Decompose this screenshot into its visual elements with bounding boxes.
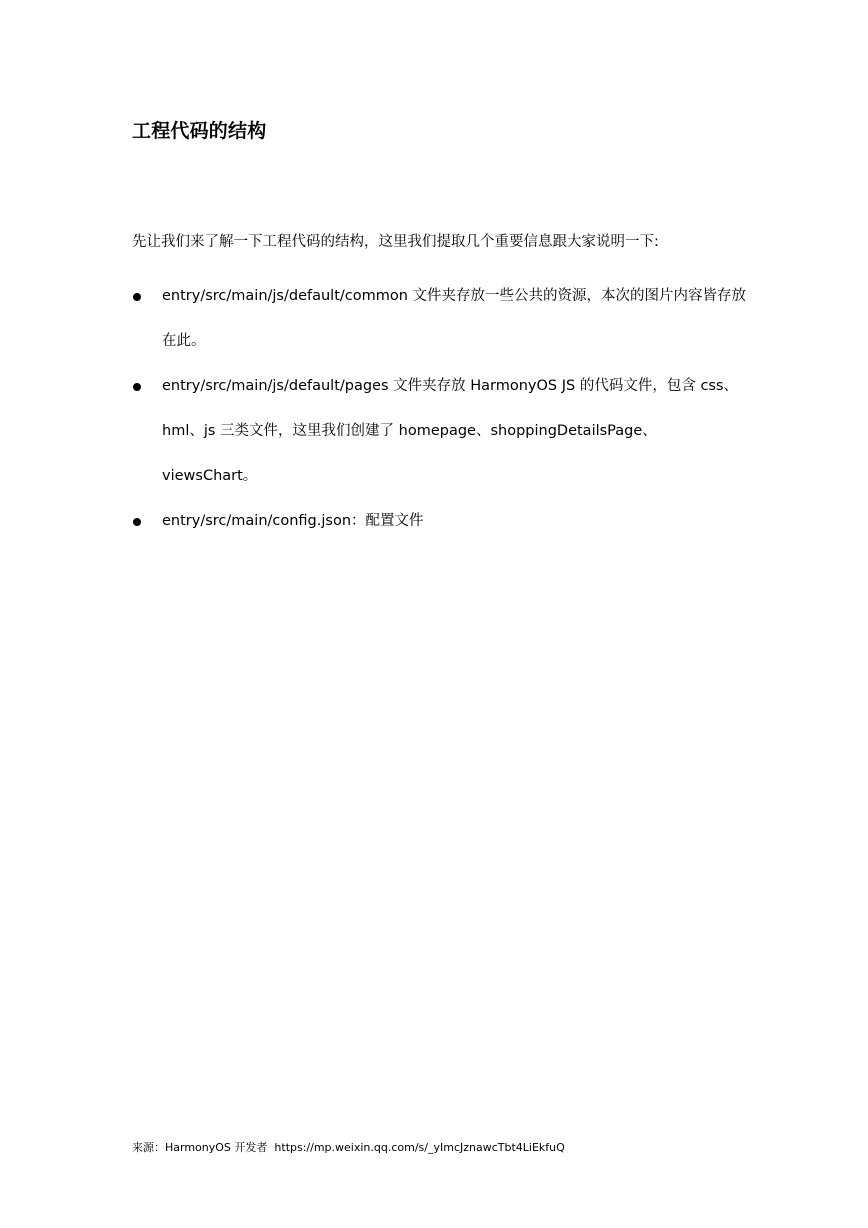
- bullet-list: [132, 274, 752, 544]
- bullet-text: entry/src/main/config.json：配置文件: [162, 513, 424, 529]
- source-footer: [132, 1139, 565, 1155]
- source-label: 来源：: [132, 1141, 165, 1154]
- bullet-dot-icon: [133, 518, 141, 526]
- bullet-item-config: [132, 499, 752, 544]
- bullet-dot-icon: [133, 293, 141, 301]
- bullet-text: entry/src/main/js/default/common 文件夹存放一些公共的资源，本次的图片内容皆存放在此。: [162, 288, 747, 349]
- intro-paragraph: 先让我们来了解一下工程代码的结构，这里我们提取几个重要信息跟大家说明一下:: [132, 234, 659, 250]
- source-name: HarmonyOS 开发者: [165, 1141, 268, 1154]
- bullet-item-pages: [132, 364, 752, 499]
- bullet-item-common: [132, 274, 752, 364]
- bullet-dot-icon: [133, 383, 141, 391]
- bullet-text: entry/src/main/js/default/pages 文件夹存放 HarmonyOS JS 的代码文件，包含 css、hml、js 三类文件，这里我们创建了 homepage、shoppingDetailsPage、viewsChart。: [162, 378, 739, 484]
- source-url-link[interactable]: https://mp.weixin.qq.com/s/_yImcJznawcTbt4LiEkfuQ: [274, 1141, 565, 1154]
- section-heading: 工程代码的结构: [132, 120, 267, 142]
